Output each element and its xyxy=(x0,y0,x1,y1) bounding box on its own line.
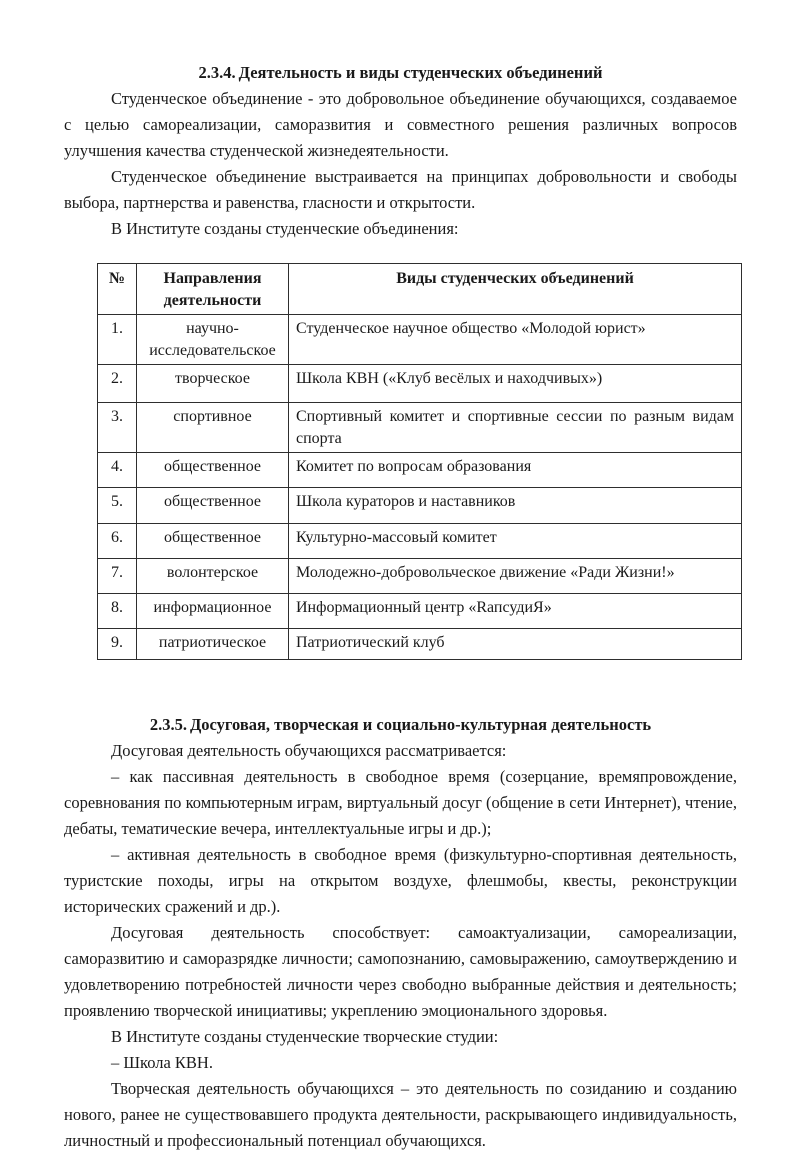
cell-association: Информационный центр «RапсудиЯ» xyxy=(289,594,742,629)
paragraph: – Школа КВН. xyxy=(111,1053,213,1072)
section-235-heading xyxy=(64,712,737,738)
cell-number: 4. xyxy=(98,453,137,488)
section-235-number: 2.3.5. xyxy=(149,715,187,734)
section-235-title: Досуговая, творческая и социально-культурная деятельность xyxy=(189,715,652,734)
header-cell-association: Виды студенческих объединений xyxy=(289,264,742,315)
cell-direction: творческое xyxy=(137,365,289,403)
cell-association: Школа КВН («Клуб весёлых и находчивых») xyxy=(289,365,742,403)
cell-association: Комитет по вопросам образования xyxy=(289,453,742,488)
cell-association: Патриотический клуб xyxy=(289,629,742,660)
cell-direction: волонтерское xyxy=(137,559,289,594)
cell-direction: общественное xyxy=(137,524,289,559)
cell-number: 8. xyxy=(98,594,137,629)
section-234-heading xyxy=(64,60,737,86)
cell-number: 5. xyxy=(98,488,137,524)
table-row xyxy=(98,524,742,559)
cell-association: Культурно-массовый комитет xyxy=(289,524,742,559)
cell-association: Студенческое научное общество «Молодой юрист» xyxy=(289,315,742,365)
paragraph: Досуговая деятельность обучающихся рассматривается: xyxy=(111,741,507,760)
table-row xyxy=(98,488,742,524)
cell-number: 6. xyxy=(98,524,137,559)
student-associations-table xyxy=(97,263,742,660)
paragraph: Досуговая деятельность способствует: самоактуализации, самореализации, саморазвитию и саморазрядке личности; самопознанию, самовыражению, самоутверждению и удовлетворению потребностей личности через свободно выбранные действия и деятельность; проявлению творческой инициативы; укреплению эмоционального здоровья. xyxy=(64,923,737,1020)
paragraph: Творческая деятельность обучающихся – это деятельность по созиданию и созданию нового, ранее не существовавшего продукта деятельности, раскрывающего индивидуальность, личностный и профессиональный потенциал обучающихся. xyxy=(64,1079,737,1150)
paragraph: В Институте созданы студенческие объединения: xyxy=(111,219,459,238)
cell-association: Спортивный комитет и спортивные сессии по разным видам спорта xyxy=(289,403,742,453)
section-234-number: 2.3.4. xyxy=(198,63,236,82)
paragraph: – активная деятельность в свободное время (физкультурно-спортивная деятельность, туристские походы, игры на открытом воздухе, флешмобы, квесты, реконструкции исторических сражений и др.). xyxy=(64,845,737,916)
paragraph: Студенческое объединение выстраивается на принципах добровольности и свободы выбора, партнерства и равенства, гласности и открытости. xyxy=(64,167,737,212)
table-row xyxy=(98,559,742,594)
paragraph: Студенческое объединение - это добровольное объединение обучающихся, создаваемое с целью самореализации, саморазвития и совместного решения различных вопросов улучшения качества студенческой жизнедеятельности. xyxy=(64,89,737,160)
paragraph: В Институте созданы студенческие творческие студии: xyxy=(111,1027,499,1046)
cell-association: Молодежно-добровольческое движение «Ради Жизни!» xyxy=(289,559,742,594)
cell-direction: патриотическое xyxy=(137,629,289,660)
cell-direction: общественное xyxy=(137,453,289,488)
table-row xyxy=(98,315,742,365)
cell-direction: общественное xyxy=(137,488,289,524)
table-row xyxy=(98,594,742,629)
table-row xyxy=(98,453,742,488)
header-cell-number: № xyxy=(98,264,137,315)
table-row xyxy=(98,629,742,660)
table-row xyxy=(98,403,742,453)
cell-number: 2. xyxy=(98,365,137,403)
cell-number: 9. xyxy=(98,629,137,660)
cell-number: 1. xyxy=(98,315,137,365)
cell-number: 3. xyxy=(98,403,137,453)
cell-direction: научно-исследовательское xyxy=(137,315,289,365)
header-cell-direction: Направления деятельности xyxy=(137,264,289,315)
table-row xyxy=(98,365,742,403)
cell-direction: информационное xyxy=(137,594,289,629)
cell-direction: спортивное xyxy=(137,403,289,453)
cell-number: 7. xyxy=(98,559,137,594)
table-header-row xyxy=(98,264,742,315)
section-234-title: Деятельность и виды студенческих объединений xyxy=(238,63,603,82)
cell-association: Школа кураторов и наставников xyxy=(289,488,742,524)
paragraph: – как пассивная деятельность в свободное время (созерцание, времяпровождение, соревнования по компьютерным играм, виртуальный досуг (общение в сети Интернет), чтение, дебаты, тематические вечера, интеллектуальные игры и др.); xyxy=(64,767,737,838)
